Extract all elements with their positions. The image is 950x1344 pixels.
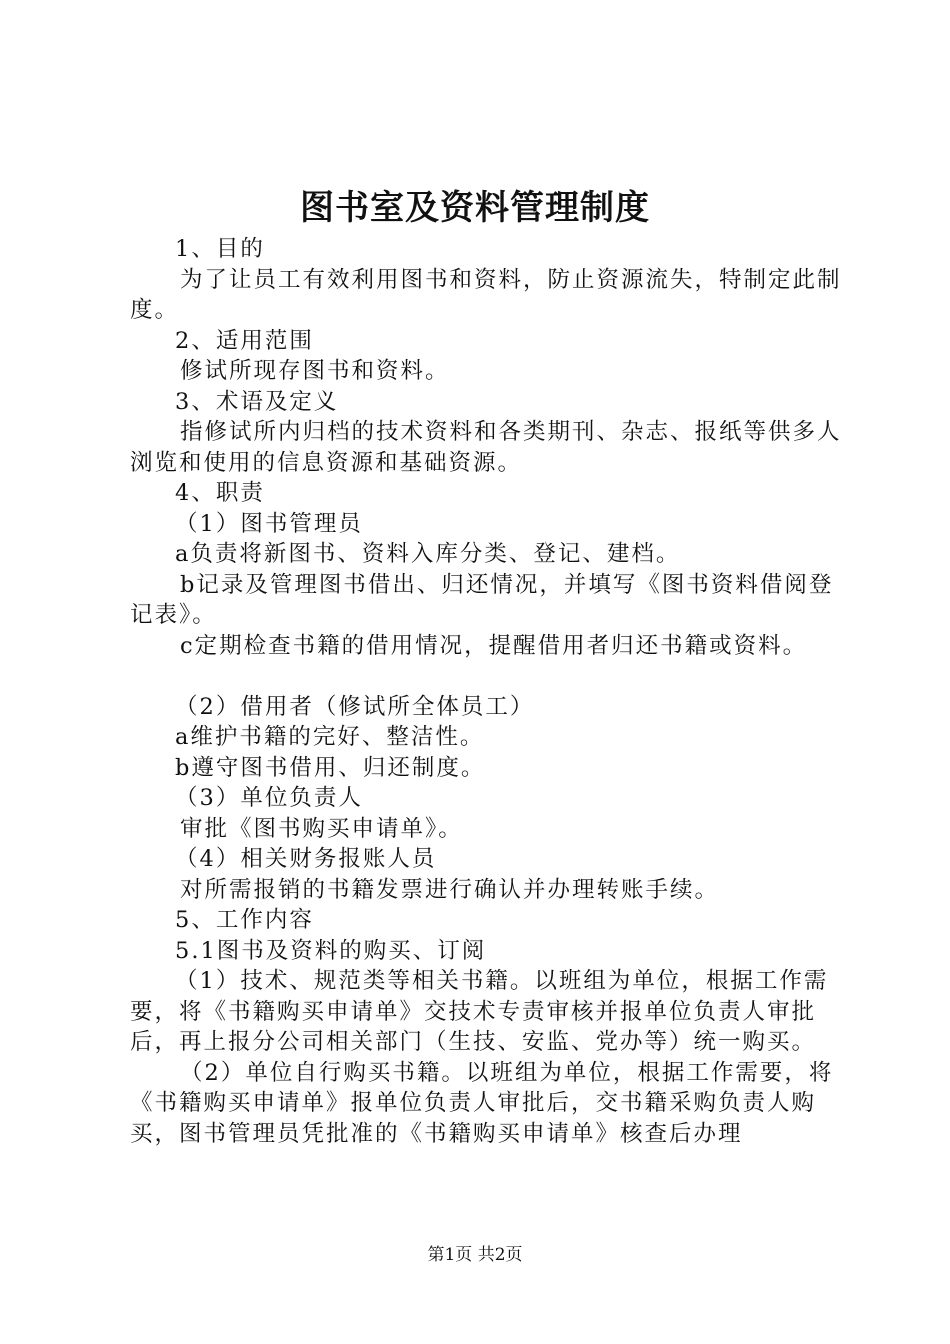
blank-line xyxy=(130,661,842,692)
subsection-heading: （2）借用者（修试所全体员工） xyxy=(175,693,535,720)
section-heading: 4、职责 xyxy=(175,480,265,506)
paragraph: 审批《图书购买申请单》。 xyxy=(180,815,463,842)
paragraph: 为了让员工有效利用图书和资料，防止资源流失，特制定此制度。 xyxy=(130,266,842,323)
paragraph: 指修试所内归档的技术资料和各类期刊、杂志、报纸等供多人浏览和使用的信息资源和基础资源。 xyxy=(130,419,842,476)
list-item: c定期检查书籍的借用情况，提醒借用者归还书籍或资料。 xyxy=(180,632,808,659)
paragraph: （1）技术、规范类等相关书籍。以班组为单位，根据工作需要，将《书籍购买申请单》交技术专责审核并报单位负责人审批后，再上报分公司相关部门（生技、安监、党办等）统一购买。 xyxy=(130,968,829,1055)
section-heading: 3、术语及定义 xyxy=(175,388,339,415)
paragraph: 对所需报销的书籍发票进行确认并办理转账手续。 xyxy=(180,876,720,903)
document-title: 图书室及资料管理制度 xyxy=(300,188,650,228)
paragraph: 修试所现存图书和资料。 xyxy=(180,358,450,384)
page-footer: 第1页 共2页 xyxy=(427,1245,523,1265)
list-item: a负责将新图书、资料入库分类、登记、建档。 xyxy=(175,541,681,567)
section-heading: 1、目的 xyxy=(175,236,265,262)
document-body xyxy=(130,234,842,1149)
subsection-heading: （1）图书管理员 xyxy=(175,510,363,537)
subsection-heading: 5.1图书及资料的购买、订阅 xyxy=(175,937,487,964)
section-heading: 5、工作内容 xyxy=(175,907,314,933)
subsection-heading: （4）相关财务报账人员 xyxy=(175,846,437,872)
section-heading: 2、适用范围 xyxy=(175,327,314,354)
paragraph: （2）单位自行购买书籍。以班组为单位，根据工作需要，将《书籍购买申请单》报单位负责人审批后，交书籍采购负责人购买，图书管理员凭批准的《书籍购买申请单》核查后办理 xyxy=(130,1059,834,1147)
subsection-heading: （3）单位负责人 xyxy=(175,785,363,811)
list-item: b记录及管理图书借出、归还情况，并填写《图书资料借阅登记表》。 xyxy=(130,571,834,628)
list-item: a维护书籍的完好、整洁性。 xyxy=(175,724,485,750)
list-item: b遵守图书借用、归还制度。 xyxy=(175,754,486,781)
